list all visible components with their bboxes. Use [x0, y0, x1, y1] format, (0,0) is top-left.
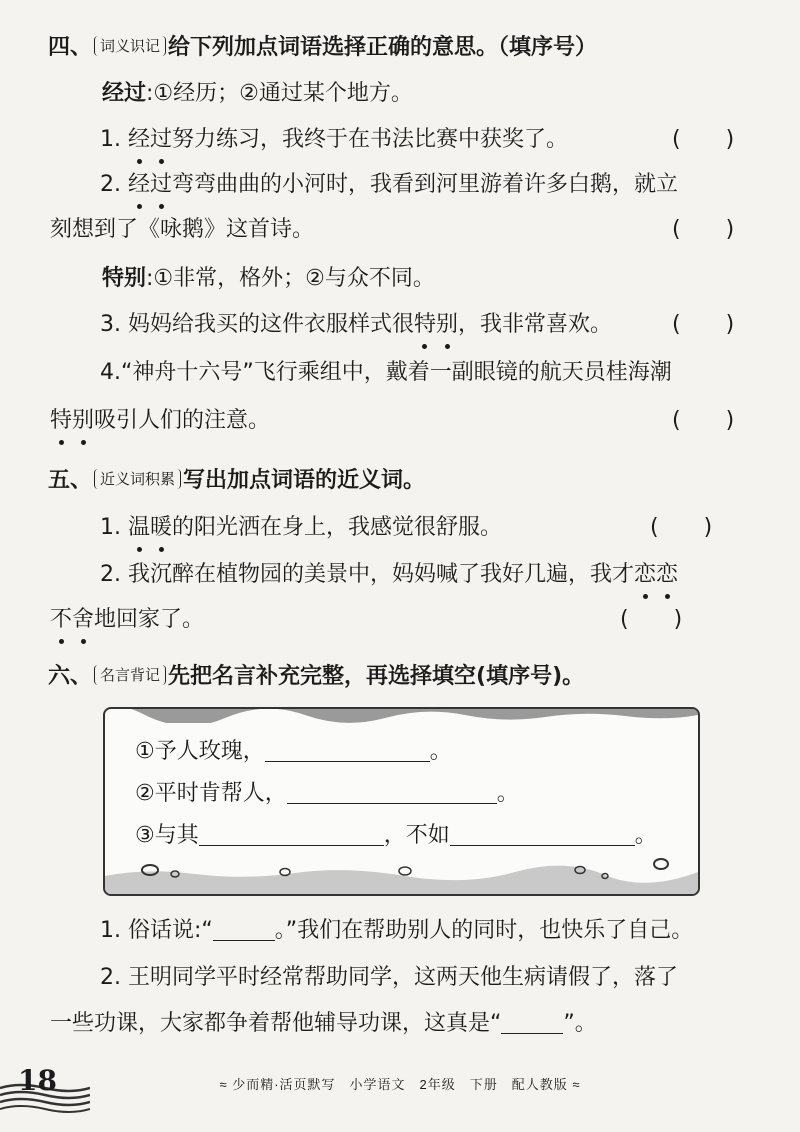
answer-paren-4-4[interactable]: ( ): [672, 408, 735, 433]
quote-3-blank-b[interactable]: [450, 821, 635, 846]
definition-tebie: 特别:①非常，格外；②与众不同。: [102, 266, 435, 291]
answer-paren-4-3[interactable]: ( ): [672, 312, 735, 337]
section-6-tag: 名言背记: [94, 665, 166, 685]
question-6-2-blank[interactable]: [501, 1009, 563, 1034]
question-4-3: 3. 妈妈给我买的这件衣服样式很特别，我非常喜欢。: [100, 305, 800, 345]
section-6-heading: 六、 名言背记 先把名言补充完整，再选择填空(填序号)。: [48, 664, 585, 689]
question-5-2-cont: 不舍地回家了。: [50, 600, 800, 640]
question-4-4: 4.“神舟十六号”飞行乘组中，戴着一副眼镜的航天员桂海潮: [100, 360, 672, 385]
quote-2: ②平时肯帮人， 。: [135, 781, 519, 806]
quote-1-blank[interactable]: [265, 737, 430, 762]
section-5-tag: 近义词积累: [94, 469, 181, 489]
section-4-heading: 四、 词义识记 给下列加点词语选择正确的意思。（填序号）: [48, 35, 598, 60]
question-4-1: 1. 经过努力练习，我终于在书法比赛中获奖了。: [100, 120, 800, 160]
box-bubble-decoration: [105, 854, 698, 894]
question-6-1: 1. 俗话说:“ 。”我们在帮助别人的同时，也快乐了自己。: [100, 918, 694, 943]
quote-3: ③与其 ，不如 。: [135, 823, 657, 848]
question-6-1-blank[interactable]: [213, 916, 275, 941]
question-6-2: 2. 王明同学平时经常帮助同学，这两天他生病请假了，落了: [100, 965, 678, 990]
quote-2-blank[interactable]: [287, 779, 497, 804]
answer-paren-5-2[interactable]: ( ): [620, 607, 683, 632]
section-4-tag: 词义识记: [94, 36, 166, 56]
question-5-1: 1. 温暖的阳光洒在身上，我感觉很舒服。: [100, 508, 800, 548]
question-4-4-cont: 特别吸引人们的注意。: [50, 401, 800, 441]
question-4-2-cont: 刻想到了《咏鹅》这首诗。: [50, 217, 315, 242]
page-footer: [0, 1062, 800, 1122]
box-wave-top-decoration: [105, 709, 698, 723]
question-4-2: 2. 经过弯弯曲曲的小河时，我看到河里游着许多白鹅，就立: [100, 165, 800, 205]
answer-paren-4-2[interactable]: ( ): [672, 217, 735, 242]
section-5-heading: 五、 近义词积累 写出加点词语的近义词。: [48, 468, 426, 493]
footer-book-title: ≈ 少而精·活页默写 小学语文 2年级 下册 配人教版 ≈: [219, 1077, 581, 1092]
answer-paren-5-1[interactable]: ( ): [650, 515, 713, 540]
quotes-box: [103, 707, 700, 896]
question-5-2: 2. 我沉醉在植物园的美景中，妈妈喊了我好几遍，我才恋恋: [100, 555, 800, 595]
quote-3-blank-a[interactable]: [199, 821, 384, 846]
question-6-2-cont: 一些功课，大家都争着帮他辅导功课，这真是“ ”。: [50, 1011, 597, 1036]
quote-1: ①予人玫瑰， 。: [135, 739, 452, 764]
answer-paren-4-1[interactable]: ( ): [672, 127, 735, 152]
page-number: 18: [18, 1064, 57, 1097]
definition-jingguo: 经过:①经历；②通过某个地方。: [102, 81, 413, 106]
